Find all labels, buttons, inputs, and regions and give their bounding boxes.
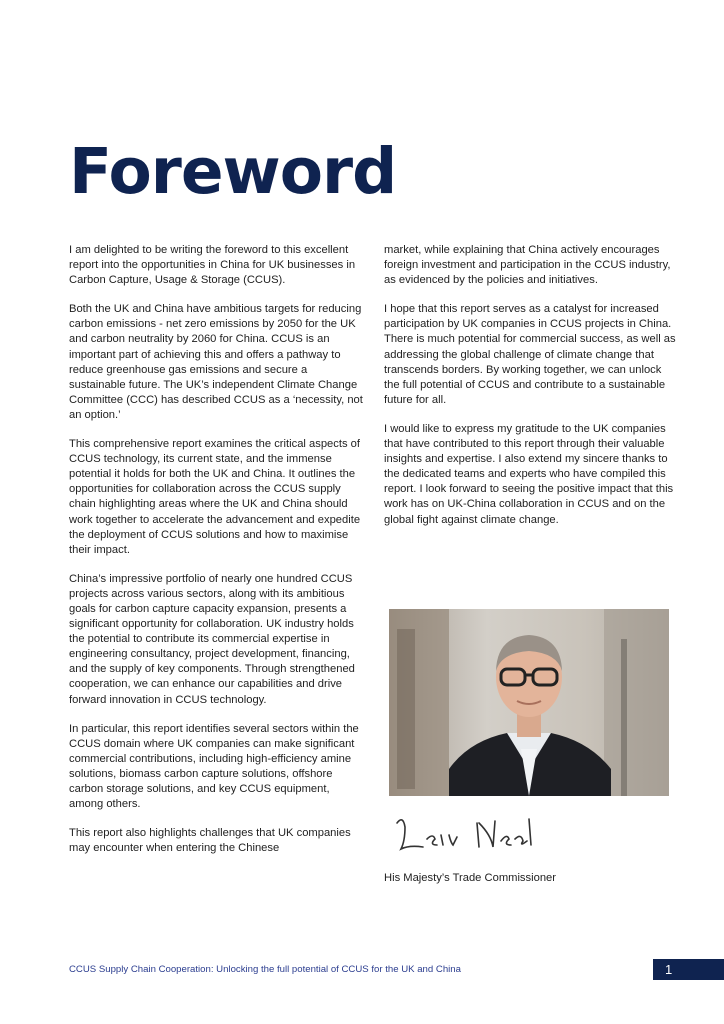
paragraph-intro: I am delighted to be writing the foreword to this excellent report into the opportunities in China for UK businesses in Carbon Capture, Usage & Storage (CCUS). — [69, 244, 356, 287]
page-number-box — [653, 959, 724, 980]
paragraph-sectors: In particular, this report identifies several sectors within the CCUS domain where UK companies can make significant commercial contributions, including high-efficiency amine solutions, biomass carbon capture solutions, offshore carbon storage solutions, and key CCUS equipment, among others. — [69, 722, 359, 811]
paragraph-report-scope: This comprehensive report examines the critical aspects of CCUS technology, its current state, and the immense potential it holds for both the UK and China. It outlines the opportunities for collaboration across the CCUS supply chain highlighting areas where the UK and China should work together to accelerate the advancement and expedite the deployment of CCUS solutions and how to maximise their impact. — [69, 438, 361, 556]
paragraph-targets: Both the UK and China have ambitious targets for reducing carbon emissions - net zero emissions by 2050 for the UK and carbon neutrality by 2060 for China. CCUS is an important part of achieving this and offers a pathway to reduce greenhouse gas emissions and secure a sustainable future. The UK’s independent Climate Change Committee (CCC) has described CCUS as a ‘necessity, not an option.’ — [69, 303, 363, 421]
paragraph-challenges: This report also highlights challenges that UK companies may encounter when entering the Chinese — [69, 827, 351, 855]
portrait-photo — [389, 609, 669, 796]
page-title: Foreword — [69, 135, 397, 208]
signatory-role: His Majesty’s Trade Commissioner — [384, 872, 557, 884]
left-column — [69, 243, 365, 870]
footer-title: CCUS Supply Chain Cooperation: Unlocking the full potential of CCUS for the UK and China — [69, 964, 461, 975]
right-column — [384, 243, 676, 542]
signature — [389, 805, 549, 865]
page-number: 1 — [665, 962, 673, 977]
paragraph-market: market, while explaining that China actively encourages foreign investment and participation in the CCUS industry, as evidenced by the policies and initiatives. — [384, 244, 671, 287]
paragraph-china-portfolio: China’s impressive portfolio of nearly one hundred CCUS projects across various sectors, along with its ambitious goals for carbon capture capacity expansion, presents a significant opportunity for collaboration. UK industry holds the potential to contribute its commercial expertise in engineering consultancy, project development, financing, and the supply of key components. Through strengthened cooperation, we can enhance our capabilities and drive forward innovation in CCUS technology. — [69, 572, 355, 706]
paragraph-catalyst: I hope that this report serves as a catalyst for increased participation by UK companies in CCUS projects in China. There is much potential for commercial success, as well as addressing the global challenge of climate change that transcends borders. By working together, we can unlock the full potential of CCUS and contribute to a sustainable future for all. — [384, 303, 676, 406]
paragraph-gratitude: I would like to express my gratitude to the UK companies that have contributed to this report through their valuable insights and expertise. I also extend my sincere thanks to the dedicated teams and experts who have compiled this report. I look forward to seeing the positive impact that this work has on UK-China collaboration in CCUS and on the global fight against climate change. — [384, 422, 674, 526]
